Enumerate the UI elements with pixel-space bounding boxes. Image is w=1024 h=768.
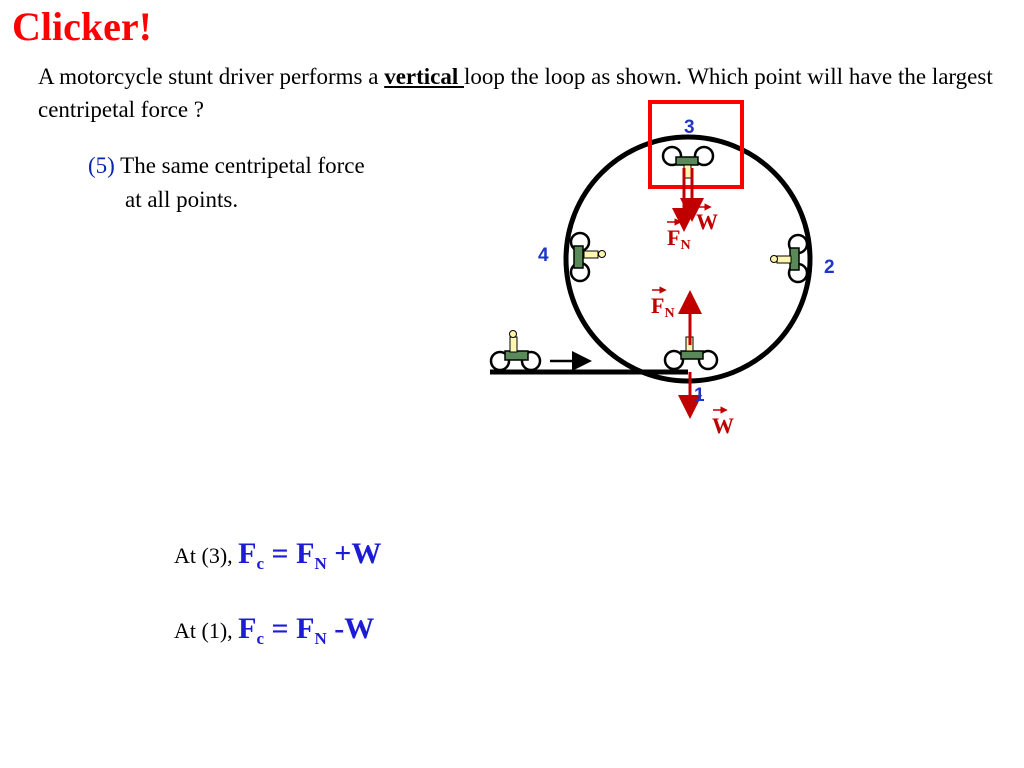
- equation-point-1: [174, 611, 374, 657]
- point-label-2: 2: [824, 257, 835, 278]
- normal-label-bottom-main: F: [651, 293, 665, 318]
- normal-label-bottom-sub: N: [664, 306, 675, 321]
- weight-label-bottom: W: [712, 413, 734, 438]
- point-label-4: 4: [538, 245, 549, 266]
- answer-line-1: The same centripetal force: [114, 153, 365, 178]
- fn-subscript: N: [314, 629, 327, 648]
- motorcycle-approach: [491, 331, 540, 371]
- force-label-fn-bottom: [651, 290, 675, 321]
- equals-sign: =: [264, 537, 297, 570]
- svg-text:FN: [667, 225, 691, 253]
- normal-label-top-main: F: [667, 225, 681, 250]
- fc-symbol: F: [238, 612, 257, 645]
- equation-operator: +W: [326, 537, 382, 570]
- equation-point-3: [174, 536, 381, 582]
- force-label-w-bottom: [712, 410, 734, 438]
- force-label-fn-top: [667, 222, 691, 253]
- fc-subscript: c: [256, 554, 265, 573]
- point-label-1: 1: [694, 385, 705, 406]
- fn-symbol: F: [296, 537, 315, 570]
- equation-operator: -W: [326, 612, 375, 645]
- question-text-after: loop the loop as shown. Which point will have the largest centripetal force ?: [38, 64, 993, 122]
- fn-symbol: F: [296, 612, 315, 645]
- point-label-3: 3: [684, 117, 695, 138]
- equation-prefix: At (3),: [174, 543, 239, 568]
- equals-sign: =: [264, 612, 297, 645]
- motorcycle-point-4: [571, 233, 606, 281]
- force-label-w-top: [696, 207, 718, 234]
- normal-label-top-sub: N: [680, 238, 691, 253]
- question-emphasis: vertical: [384, 64, 465, 89]
- fc-subscript: c: [256, 629, 265, 648]
- answer-line-2: at all points.: [125, 187, 239, 212]
- motorcycle-point-2: [771, 235, 808, 282]
- question-text-before: A motorcycle stunt driver performs a: [38, 64, 385, 89]
- weight-label-top: W: [696, 209, 718, 234]
- fc-symbol: F: [238, 537, 257, 570]
- fn-subscript: N: [314, 554, 327, 573]
- slide-title: Clicker!: [12, 4, 152, 49]
- svg-text:FN: [651, 293, 675, 321]
- motorcycle-point-3: [663, 147, 713, 178]
- equation-prefix: At (1),: [174, 618, 239, 643]
- answer-number: (5): [88, 153, 115, 178]
